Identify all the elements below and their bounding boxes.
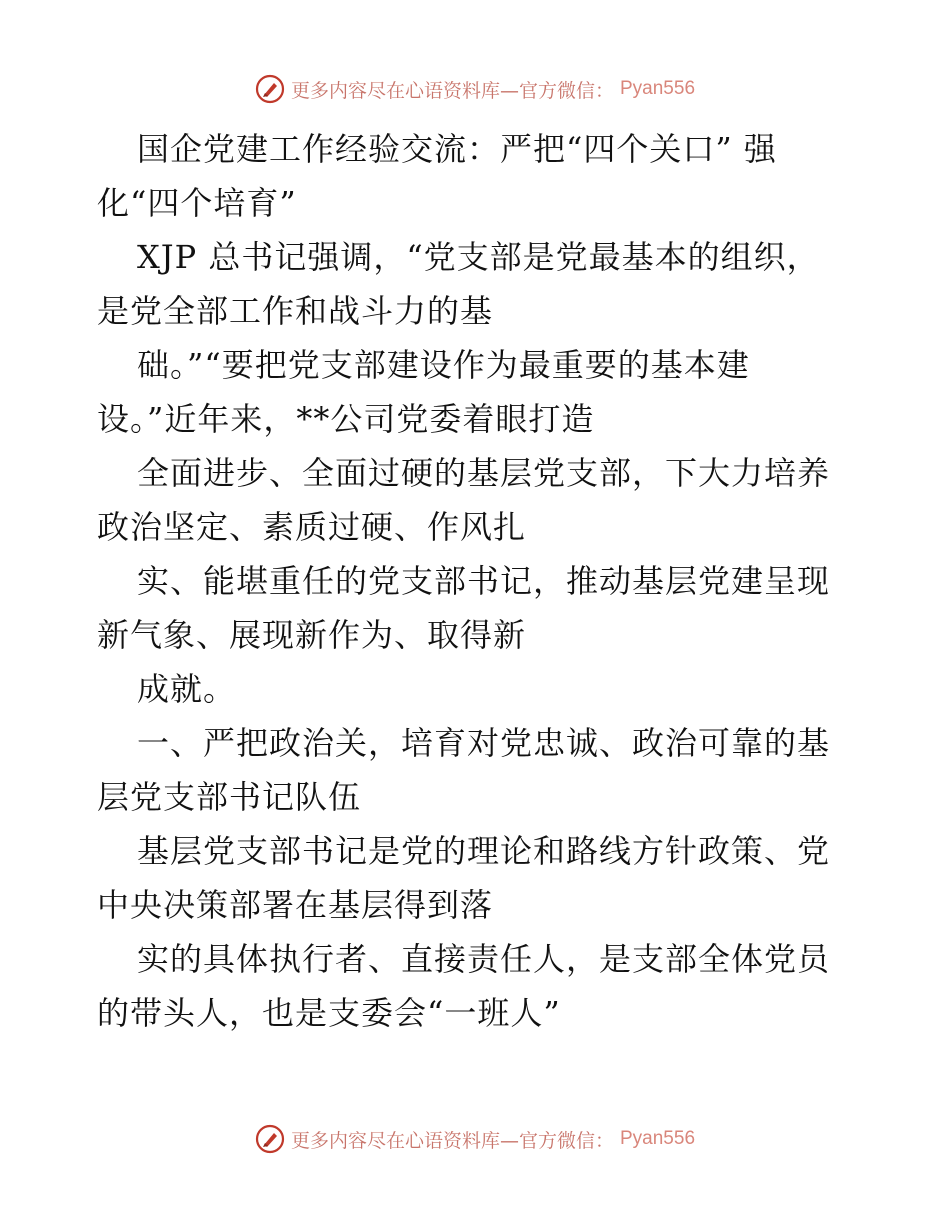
paragraph-line: 新气象、展现新作为、取得新 xyxy=(97,616,527,654)
paragraph-line: 中央决策部署在基层得到落 xyxy=(97,886,494,924)
watermark-text: 更多内容尽在心语资料库—官方微信： xyxy=(290,79,614,102)
paragraph-line: 的带头人，也是支委会“一班人” xyxy=(97,994,561,1032)
paragraph-line: 基层党支部书记是党的理论和路线方针政策、党 xyxy=(137,832,831,870)
paragraph-line: 实的具体执行者、直接责任人，是支部全体党员 xyxy=(137,940,831,978)
paragraph-line: 实、能堪重任的党支部书记，推动基层党建呈现 xyxy=(137,562,831,600)
paragraph-line: 础。”“要把党支部建设作为最重要的基本建 xyxy=(137,346,750,384)
paragraph-line: 是党全部工作和战斗力的基 xyxy=(97,292,494,330)
section-heading-line-1: 一、严把政治关，培育对党忠诚、政治可靠的基 xyxy=(137,724,831,762)
watermark-account: Pyan556 xyxy=(620,78,696,99)
title-line-1: 国企党建工作经验交流：严把“四个关口” 强 xyxy=(137,130,777,168)
paragraph-line: 成就。 xyxy=(137,670,237,708)
title-line-2: 化“四个培育” xyxy=(97,184,297,222)
pen-nib-logo-icon xyxy=(255,1124,285,1154)
paragraph-line: 设。”近年来，**公司党委着眼打造 xyxy=(97,400,595,438)
paragraph-line: XJP 总书记强调，“党支部是党最基本的组织， xyxy=(137,238,820,276)
pen-nib-logo-icon xyxy=(255,74,285,104)
paragraph-line: 全面进步、全面过硬的基层党支部，下大力培养 xyxy=(137,454,831,492)
document-body xyxy=(97,122,857,1040)
watermark-footer xyxy=(0,1124,950,1154)
paragraph-line: 政治坚定、素质过硬、作风扎 xyxy=(97,508,527,546)
watermark-header xyxy=(0,74,950,104)
watermark-text: 更多内容尽在心语资料库—官方微信： xyxy=(290,1129,614,1152)
watermark-account: Pyan556 xyxy=(620,1128,696,1149)
section-heading-line-2: 层党支部书记队伍 xyxy=(97,778,362,816)
